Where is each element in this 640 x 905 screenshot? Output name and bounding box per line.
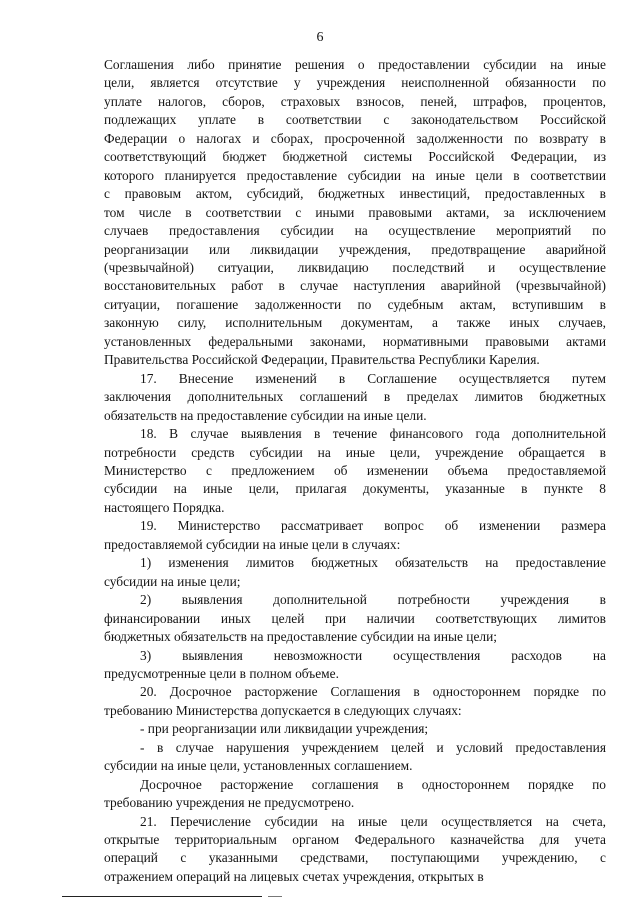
text-line: которого планируется предоставление субсидии на иные цели в соответствии <box>104 167 606 183</box>
text-line: открытые территориальным органом Федерального казначейства для учета <box>104 832 606 848</box>
text-line: 1) изменения лимитов бюджетных обязательств на предоставление <box>140 555 606 571</box>
text-line: установленных федеральными законами, нормативными правовыми актами <box>104 333 606 349</box>
text-line: отражением операций на лицевых счетах учреждения, открытых в <box>104 868 484 884</box>
text-line: обязательств на предоставление субсидии на иные цели. <box>104 407 427 423</box>
footer-rule-mark <box>268 896 282 897</box>
text-line: Правительства Российской Федерации, Правительства Республики Карелия. <box>104 352 540 368</box>
text-line: 18. В случае выявления в течение финансового года дополнительной <box>140 426 606 442</box>
text-line: соответствующий бюджет бюджетной системы Российской Федерации, из <box>104 149 606 165</box>
text-line: 20. Досрочное расторжение Соглашения в одностороннем порядке по <box>140 684 606 700</box>
footer-rule <box>62 896 262 897</box>
text-line: подлежащих уплате в соответствии с законодательством Российской <box>104 112 606 128</box>
text-line: операций с указанными средствами, поступающими учреждению, с <box>104 850 606 866</box>
text-line: требованию Министерства допускается в следующих случаях: <box>104 702 462 718</box>
text-line: восстановительных работ в случае наступления аварийной (чрезвычайной) <box>104 278 606 294</box>
text-line: 17. Внесение изменений в Соглашение осуществляется путем <box>140 370 606 386</box>
text-line: с правовым актом, субсидий, бюджетных инвестиций, предоставленных в <box>104 186 606 202</box>
text-line: субсидии на иные цели, прилагая документы, указанные в пункте 8 <box>104 481 606 497</box>
text-line: уплате налогов, сборов, страховых взносов, пеней, штрафов, процентов, <box>104 93 606 109</box>
page-number: 6 <box>316 30 324 45</box>
text-line: реорганизации или ликвидации учреждения, предотвращение аварийной <box>104 241 606 257</box>
text-line: предусмотренные цели в полном объеме. <box>104 665 339 681</box>
text-line: финансировании иных целей при наличии соответствующих лимитов <box>104 610 606 626</box>
text-line: бюджетных обязательств на предоставление субсидии на иные цели; <box>104 629 497 645</box>
text-line: Федерации о налогах и сборах, просроченной задолженности по возврату в <box>104 130 606 146</box>
text-line: 19. Министерство рассматривает вопрос об изменении размера <box>140 518 606 534</box>
text-line: требованию учреждения не предусмотрено. <box>104 795 355 811</box>
text-line: том числе в соответствии с иными правовыми актами, за исключением <box>104 204 606 220</box>
text-line: случаев предоставления субсидии на осуществление мероприятий по <box>104 223 606 239</box>
text-line: предоставляемой субсидии на иные цели в случаях: <box>104 536 401 552</box>
text-line: ситуации, погашение задолженности по судебным актам, вступившим в <box>104 296 606 312</box>
text-line: 21. Перечисление субсидии на иные цели осуществляется на счета, <box>140 813 606 829</box>
text-line: настоящего Порядка. <box>104 499 225 515</box>
text-line: потребности средств субсидии на иные цели, учреждение обращается в <box>104 444 606 460</box>
text-line: субсидии на иные цели, установленных соглашением. <box>104 758 413 774</box>
text-line: субсидии на иные цели; <box>104 573 241 589</box>
text-line: заключения дополнительных соглашений в пределах лимитов бюджетных <box>104 389 606 405</box>
text-line: Досрочное расторжение соглашения в одностороннем порядке по <box>140 776 606 792</box>
text-line: 3) выявления невозможности осуществления расходов на <box>140 647 606 663</box>
text-line: цели, является отсутствие у учреждения неисполненной обязанности по <box>104 75 606 91</box>
text-line: - в случае нарушения учреждением целей и условий предоставления <box>140 739 606 755</box>
text-line: законную силу, исполнительным документам, а также иных случаев, <box>104 315 606 331</box>
text-line: (чрезвычайной) ситуации, ликвидацию последствий и осуществление <box>104 259 606 275</box>
text-line: - при реорганизации или ликвидации учреждения; <box>140 721 429 737</box>
text-line: Соглашения либо принятие решения о предоставлении субсидии на иные <box>104 57 606 72</box>
text-line: 2) выявления дополнительной потребности учреждения в <box>140 592 606 608</box>
document-body <box>104 56 606 886</box>
text-line: Министерство с предложением об изменении объема предоставляемой <box>104 462 606 478</box>
